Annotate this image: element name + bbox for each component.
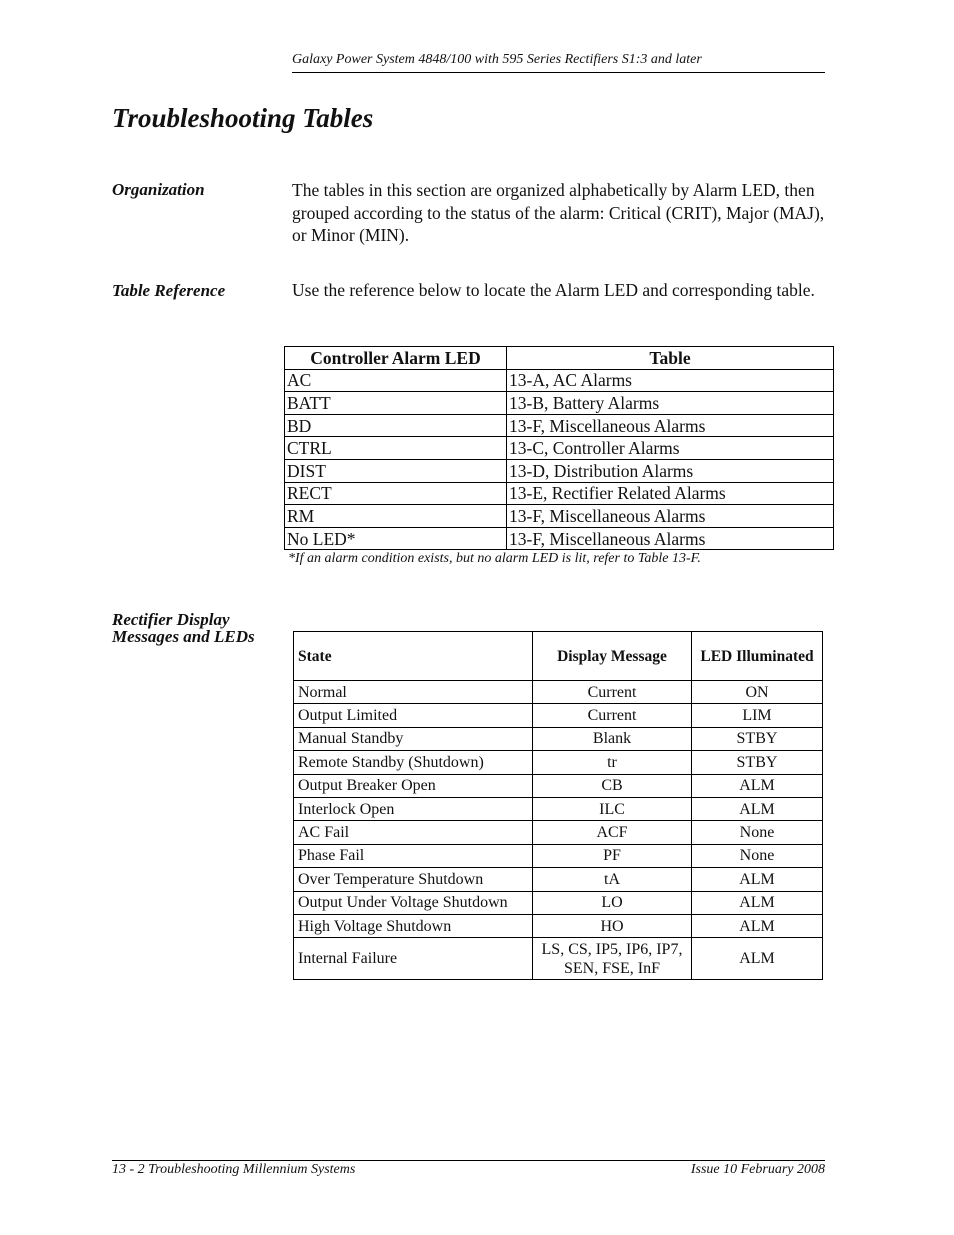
state-cell: Internal Failure [294,938,533,980]
table-row [294,844,823,867]
state-cell: High Voltage Shutdown [294,914,533,937]
table-reference-heading: Table Reference [112,281,226,300]
table-footnote: *If an alarm condition exists, but no alarm LED is lit, refer to Table 13-F. [288,551,701,566]
display-message-cell: LO [533,891,692,914]
table-row [285,369,834,392]
table-ref-cell: 13-A, AC Alarms [507,369,834,392]
led-cell: LIM [692,704,823,727]
page-title: Troubleshooting Tables [112,103,374,133]
organization-text: The tables in this section are organized alphabetically by Alarm LED, then grouped according to the status of the alarm: Critical (CRIT), Major (MAJ), or Minor (MIN). [292,180,825,245]
state-cell: Remote Standby (Shutdown) [294,751,533,774]
table-row [294,938,823,980]
led-cell: ON [692,681,823,704]
table-row [294,704,823,727]
led-cell: DIST [285,459,507,482]
state-cell: Output Breaker Open [294,774,533,797]
table-header-row [294,632,823,681]
state-cell: Over Temperature Shutdown [294,868,533,891]
state-cell: Interlock Open [294,797,533,820]
led-cell: BD [285,414,507,437]
column-header: Controller Alarm LED [285,347,507,370]
table-row [294,914,823,937]
led-cell: ALM [692,914,823,937]
display-message-cell: HO [533,914,692,937]
alarm-led-table [284,346,834,550]
footer-rule [112,1160,825,1161]
table-ref-cell: 13-C, Controller Alarms [507,437,834,460]
display-message-cell: Blank [533,727,692,750]
display-message-cell: tA [533,868,692,891]
table-ref-cell: 13-F, Miscellaneous Alarms [507,505,834,528]
display-message-cell: Current [533,681,692,704]
footer-page-info: 13 - 2 Troubleshooting Millennium Systems [112,1162,356,1177]
led-cell: No LED* [285,527,507,550]
rectifier-display-table [293,631,823,980]
display-message-cell: ILC [533,797,692,820]
table-ref-cell: 13-D, Distribution Alarms [507,459,834,482]
table-ref-cell: 13-F, Miscellaneous Alarms [507,527,834,550]
led-cell: CTRL [285,437,507,460]
table-row [294,891,823,914]
table-row [285,459,834,482]
table-row [285,414,834,437]
led-cell: None [692,844,823,867]
table-row [294,681,823,704]
column-header: LED Illuminated [692,632,823,681]
state-cell: Manual Standby [294,727,533,750]
table-reference-text: Use the reference below to locate the Alarm LED and corresponding table. [292,280,815,300]
table-ref-cell: 13-E, Rectifier Related Alarms [507,482,834,505]
column-header: Table [507,347,834,370]
display-message-cell: ACF [533,821,692,844]
led-cell: ALM [692,868,823,891]
state-cell: Phase Fail [294,844,533,867]
led-cell: STBY [692,727,823,750]
state-cell: AC Fail [294,821,533,844]
table-ref-cell: 13-F, Miscellaneous Alarms [507,414,834,437]
display-message-cell: Current [533,704,692,727]
table-row [294,727,823,750]
led-cell: STBY [692,751,823,774]
led-cell: ALM [692,774,823,797]
table-row [294,751,823,774]
column-header: State [294,632,533,681]
display-message-cell: tr [533,751,692,774]
led-cell: BATT [285,392,507,415]
state-cell: Output Limited [294,704,533,727]
display-message-cell: CB [533,774,692,797]
display-message-cell: LS, CS, IP5, IP6, IP7, SEN, FSE, InF [533,938,692,980]
table-row [285,392,834,415]
led-cell: None [692,821,823,844]
running-header: Galaxy Power System 4848/100 with 595 Series Rectifiers S1:3 and later [292,52,702,67]
state-cell: Output Under Voltage Shutdown [294,891,533,914]
table-row [294,797,823,820]
organization-heading: Organization [112,180,205,199]
table-header-row [285,347,834,370]
table-row [294,774,823,797]
table-row [285,482,834,505]
led-cell: AC [285,369,507,392]
column-header: Display Message [533,632,692,681]
table-ref-cell: 13-B, Battery Alarms [507,392,834,415]
header-rule [292,72,825,73]
state-cell: Normal [294,681,533,704]
table-row [285,437,834,460]
table-row [294,868,823,891]
led-cell: ALM [692,797,823,820]
table-row [294,821,823,844]
led-cell: RM [285,505,507,528]
led-cell: ALM [692,938,823,980]
footer-issue-date: Issue 10 February 2008 [690,1162,825,1177]
table-row [285,527,834,550]
led-cell: ALM [692,891,823,914]
rectifier-heading: Rectifier Display Messages and LEDs [112,610,255,646]
led-cell: RECT [285,482,507,505]
display-message-cell: PF [533,844,692,867]
table-row [285,505,834,528]
